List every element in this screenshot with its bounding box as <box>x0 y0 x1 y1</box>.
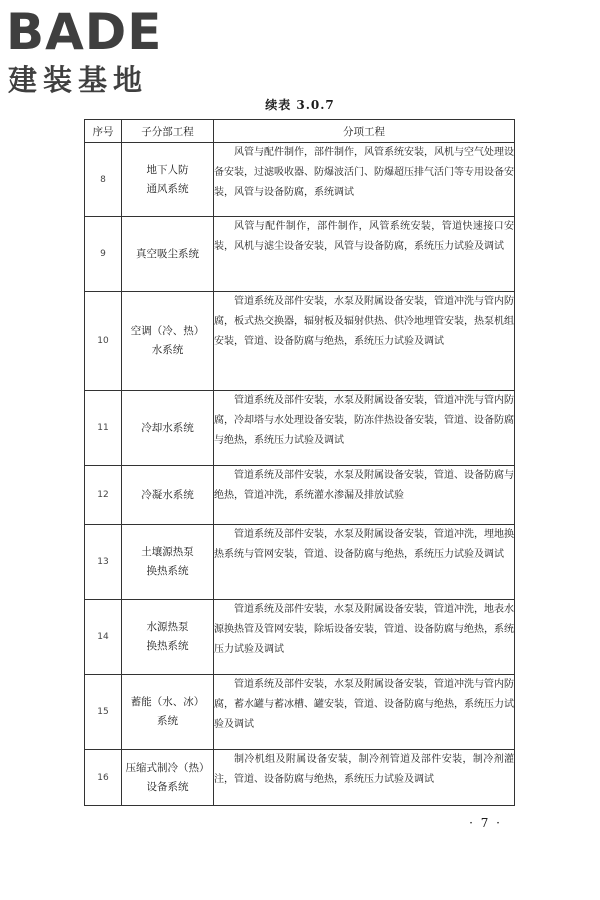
row-subsection: 冷却水系统 <box>122 391 214 466</box>
row-number: 10 <box>85 292 122 391</box>
logo-brand: BADE <box>6 3 163 61</box>
row-description: 风管与配件制作，部件制作，风管系统安装，风机与空气处理设备安装，过滤吸收器、防爆波活门、防爆超压排气活门等专用设备安装，风管与设备防腐，系统调试 <box>214 143 515 217</box>
row-subsection: 地下人防 通风系统 <box>122 143 214 217</box>
row-description: 管道系统及部件安装，水泵及附属设备安装，管道冲洗与管内防腐，冷却塔与水处理设备安装，防冻伴热设备安装，管道、设备防腐与绝热，系统压力试验及调试 <box>214 391 515 466</box>
row-subsection: 冷凝水系统 <box>122 466 214 525</box>
row-subsection: 真空吸尘系统 <box>122 217 214 292</box>
row-description: 管道系统及部件安装，水泵及附属设备安装，管道冲洗与管内防腐，蓄水罐与蓄冰槽、罐安装，管道、设备防腐与绝热，系统压力试验及调试 <box>214 675 515 750</box>
table-row <box>85 525 515 600</box>
row-description: 制冷机组及附属设备安装，制冷剂管道及部件安装，制冷剂灌注，管道、设备防腐与绝热，系统压力试验及调试 <box>214 750 515 806</box>
row-description: 管道系统及部件安装，水泵及附属设备安装，管道冲洗，地表水源换热管及管网安装，除垢设备安装，管道、设备防腐与绝热，系统压力试验及调试 <box>214 600 515 675</box>
page-number: · 7 · <box>469 816 502 830</box>
table-header-row <box>85 120 515 143</box>
row-subsection: 蓄能（水、冰） 系统 <box>122 675 214 750</box>
row-number: 11 <box>85 391 122 466</box>
table-row <box>85 466 515 525</box>
spec-table <box>84 119 515 806</box>
table-row <box>85 217 515 292</box>
row-description: 管道系统及部件安装，水泵及附属设备安装，管道冲洗与管内防腐，板式热交换器，辐射板及辐射供热、供冷地埋管安装，热泵机组安装，管道、设备防腐与绝热，系统压力试验及调试 <box>214 292 515 391</box>
row-description: 风管与配件制作，部件制作，风管系统安装，管道快速接口安装，风机与滤尘设备安装，风管与设备防腐，系统压力试验及调试 <box>214 217 515 292</box>
header-no: 序号 <box>85 120 122 143</box>
header-items: 分项工程 <box>214 120 515 143</box>
row-number: 14 <box>85 600 122 675</box>
row-subsection: 土壤源热泵 换热系统 <box>122 525 214 600</box>
table-row <box>85 600 515 675</box>
table-row <box>85 675 515 750</box>
row-description: 管道系统及部件安装，水泵及附属设备安装，管道、设备防腐与绝热，管道冲洗，系统灌水渗漏及排放试验 <box>214 466 515 525</box>
row-number: 9 <box>85 217 122 292</box>
row-number: 15 <box>85 675 122 750</box>
row-number: 12 <box>85 466 122 525</box>
table-row <box>85 292 515 391</box>
row-subsection: 空调（冷、热） 水系统 <box>122 292 214 391</box>
logo-subtitle: 建装基地 <box>8 63 149 97</box>
table-title: 续表 3.0.7 <box>265 98 335 112</box>
row-number: 8 <box>85 143 122 217</box>
row-number: 16 <box>85 750 122 806</box>
row-subsection: 水源热泵 换热系统 <box>122 600 214 675</box>
table-row <box>85 391 515 466</box>
row-number: 13 <box>85 525 122 600</box>
row-subsection: 压缩式制冷（热） 设备系统 <box>122 750 214 806</box>
table-row <box>85 750 515 806</box>
header-subsection: 子分部工程 <box>122 120 214 143</box>
row-description: 管道系统及部件安装，水泵及附属设备安装，管道冲洗，埋地换热系统与管网安装，管道、设备防腐与绝热，系统压力试验及调试 <box>214 525 515 600</box>
table-row <box>85 143 515 217</box>
bade-logo <box>4 2 184 102</box>
